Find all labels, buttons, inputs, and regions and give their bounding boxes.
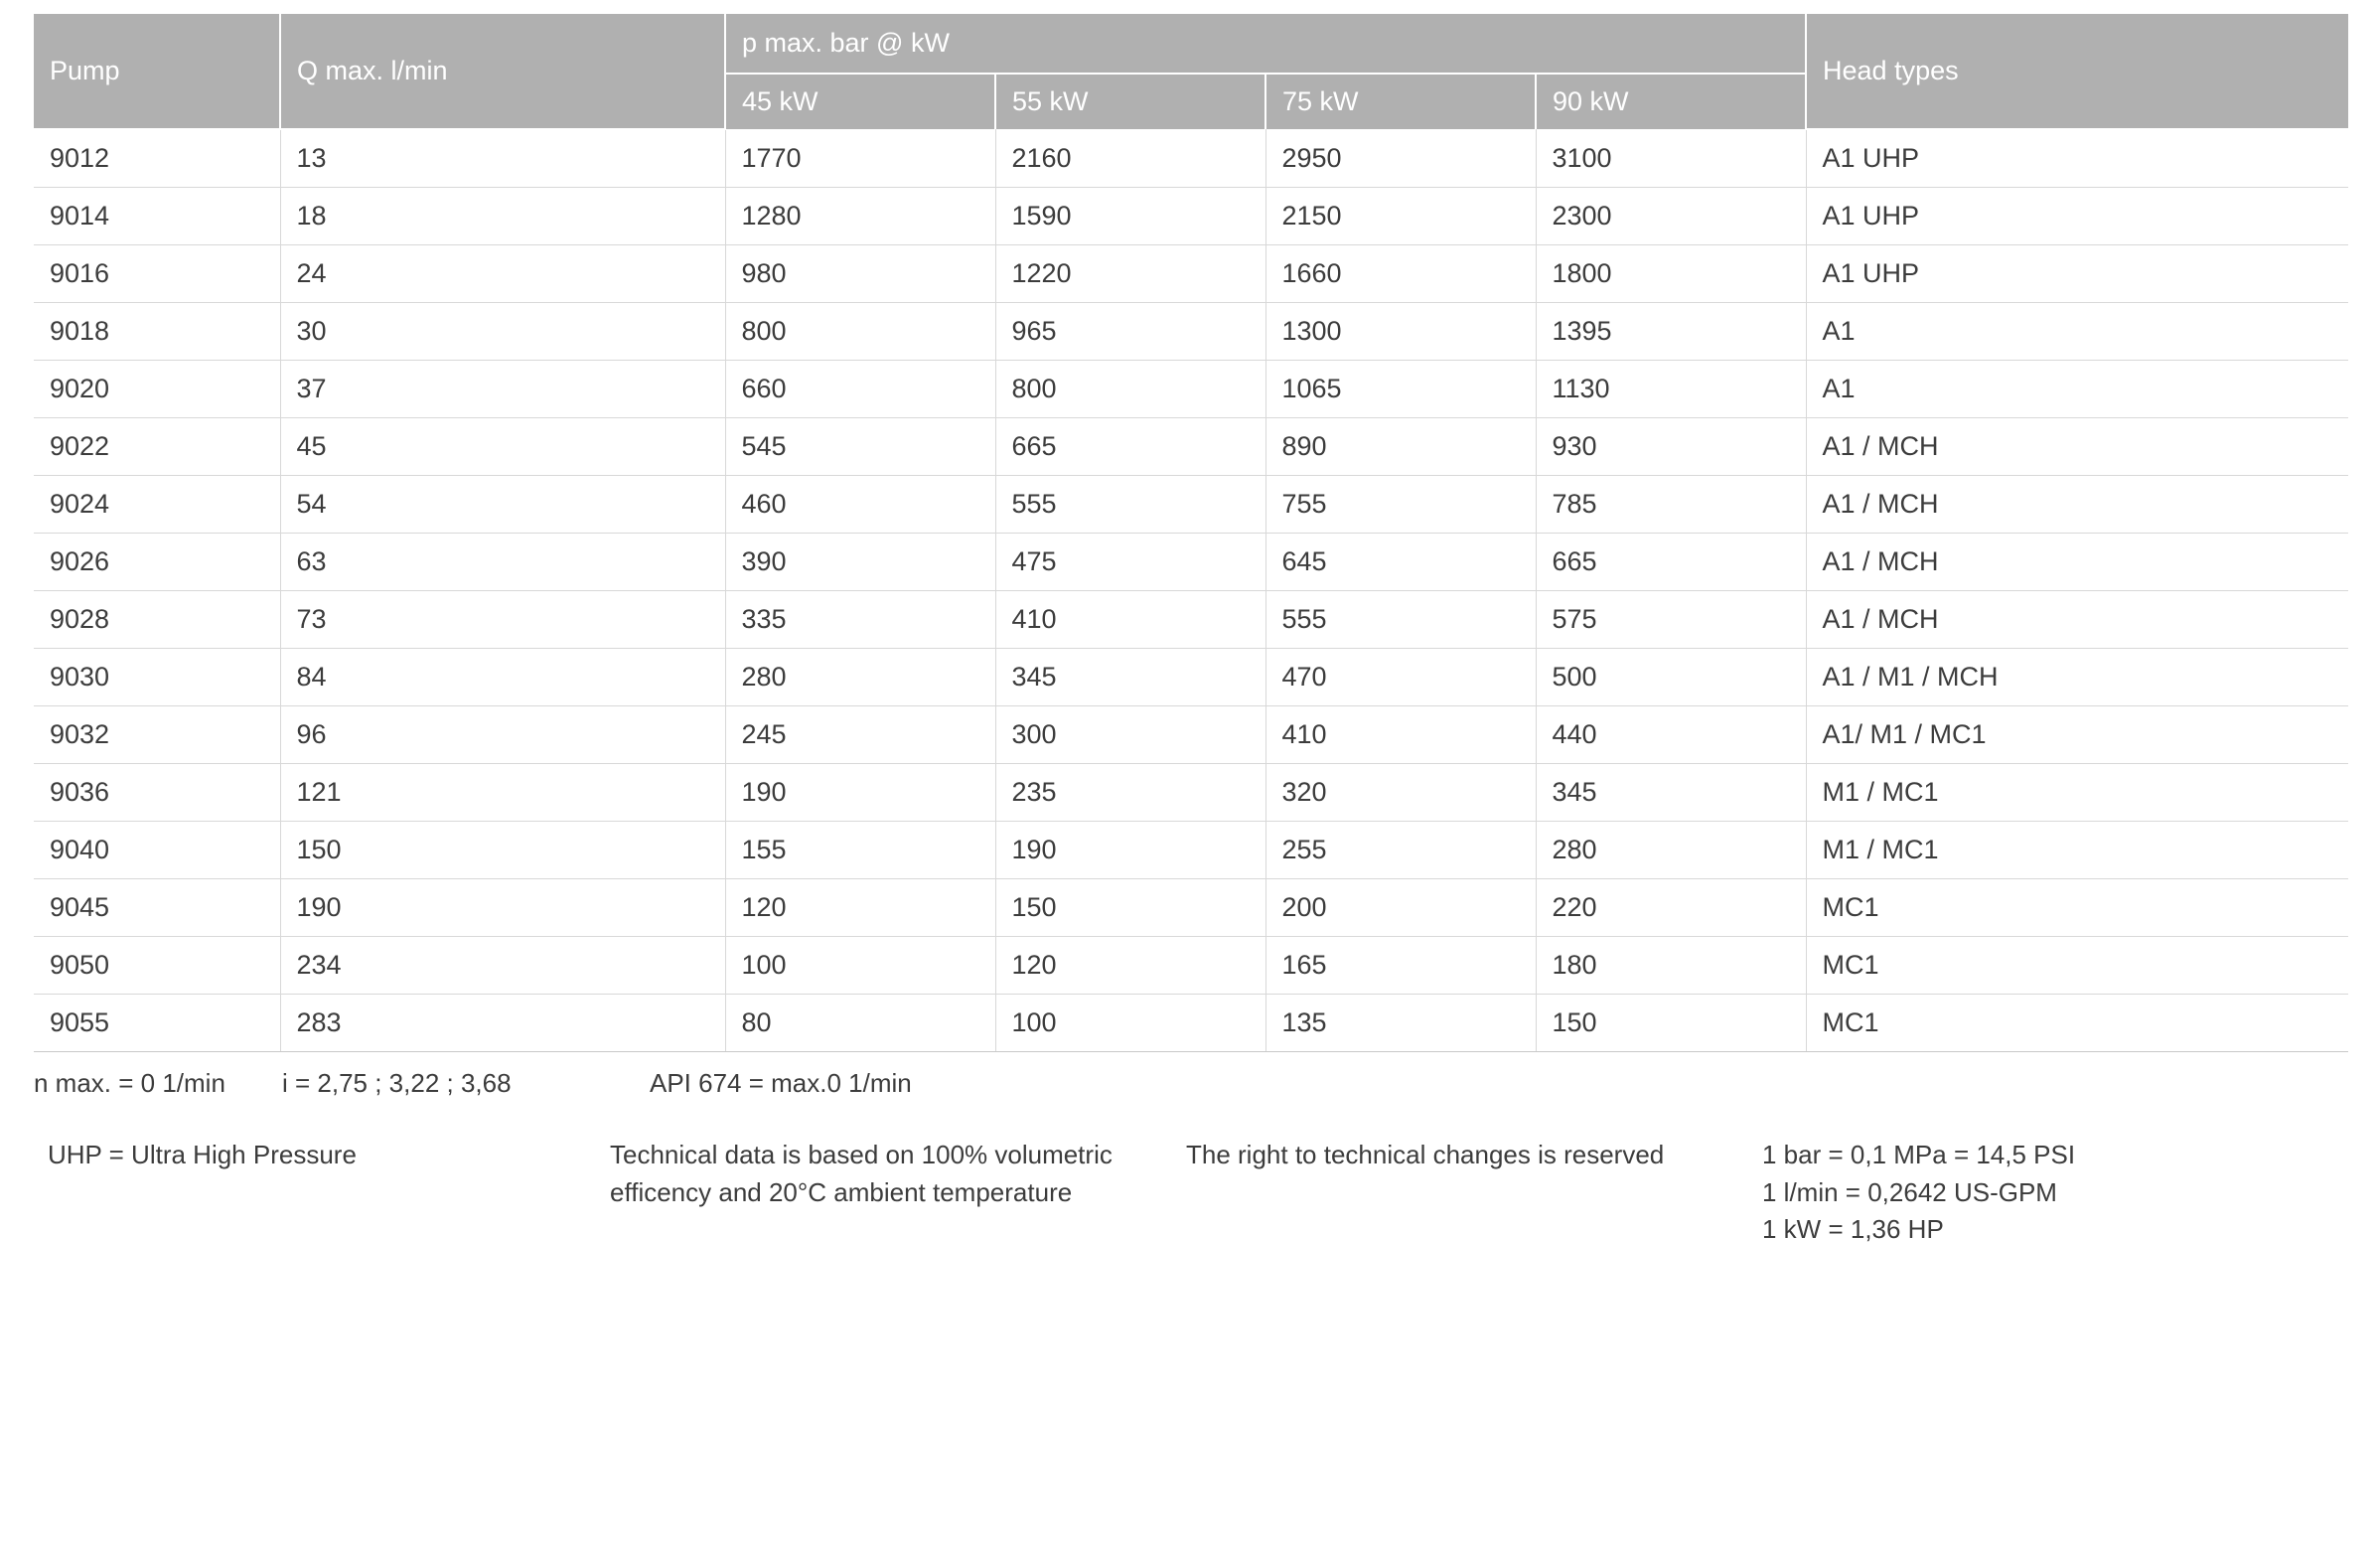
cell-p75: 165 xyxy=(1265,937,1536,995)
column-header-75kw: 75 kW xyxy=(1265,74,1536,129)
cell-p45: 190 xyxy=(725,764,995,822)
cell-head-type: M1 / MC1 xyxy=(1806,764,2348,822)
cell-pump: 9055 xyxy=(34,995,280,1052)
cell-p75: 1065 xyxy=(1265,361,1536,418)
table-row xyxy=(34,129,2348,188)
cell-p90: 1395 xyxy=(1536,303,1806,361)
column-header-pmax-group: p max. bar @ kW xyxy=(725,14,1806,74)
cell-qmax: 150 xyxy=(280,822,725,879)
cell-qmax: 13 xyxy=(280,129,725,188)
cell-pump: 9022 xyxy=(34,418,280,476)
cell-p45: 120 xyxy=(725,879,995,937)
footnote-api: API 674 = max.0 1/min xyxy=(650,1068,912,1098)
cell-head-type: A1 UHP xyxy=(1806,129,2348,188)
cell-pump: 9050 xyxy=(34,937,280,995)
cell-p75: 555 xyxy=(1265,591,1536,649)
cell-p55: 345 xyxy=(995,649,1265,706)
cell-pump: 9028 xyxy=(34,591,280,649)
column-header-head-types: Head types xyxy=(1806,14,2348,129)
cell-p75: 1300 xyxy=(1265,303,1536,361)
footnote-nmax: n max. = 0 1/min xyxy=(34,1068,225,1098)
cell-p90: 500 xyxy=(1536,649,1806,706)
column-header-55kw: 55 kW xyxy=(995,74,1265,129)
cell-p45: 80 xyxy=(725,995,995,1052)
cell-pump: 9014 xyxy=(34,188,280,245)
cell-pump: 9040 xyxy=(34,822,280,879)
cell-p90: 280 xyxy=(1536,822,1806,879)
footnote-conversion-bar: 1 bar = 0,1 MPa = 14,5 PSI xyxy=(1762,1140,2076,1169)
cell-head-type: A1/ M1 / MC1 xyxy=(1806,706,2348,764)
table-row xyxy=(34,591,2348,649)
cell-qmax: 73 xyxy=(280,591,725,649)
cell-p75: 255 xyxy=(1265,822,1536,879)
table-row xyxy=(34,245,2348,303)
table-row xyxy=(34,534,2348,591)
cell-p45: 390 xyxy=(725,534,995,591)
cell-head-type: MC1 xyxy=(1806,879,2348,937)
footnotes xyxy=(34,1068,2346,1249)
cell-qmax: 234 xyxy=(280,937,725,995)
cell-p55: 120 xyxy=(995,937,1265,995)
cell-pump: 9032 xyxy=(34,706,280,764)
cell-pump: 9030 xyxy=(34,649,280,706)
footnote-conversion-power: 1 kW = 1,36 HP xyxy=(1762,1214,1944,1245)
cell-qmax: 45 xyxy=(280,418,725,476)
column-header-45kw: 45 kW xyxy=(725,74,995,129)
footnote-ratio: i = 2,75 ; 3,22 ; 3,68 xyxy=(282,1068,512,1098)
footnote-technical: Technical data is based on 100% volumetric efficency and 20°C ambient temperature xyxy=(610,1140,1113,1207)
cell-head-type: A1 xyxy=(1806,361,2348,418)
cell-p75: 410 xyxy=(1265,706,1536,764)
cell-pump: 9020 xyxy=(34,361,280,418)
cell-qmax: 96 xyxy=(280,706,725,764)
cell-pump: 9045 xyxy=(34,879,280,937)
cell-p75: 645 xyxy=(1265,534,1536,591)
cell-head-type: MC1 xyxy=(1806,937,2348,995)
cell-pump: 9024 xyxy=(34,476,280,534)
cell-pump: 9012 xyxy=(34,129,280,188)
cell-p45: 280 xyxy=(725,649,995,706)
table-row xyxy=(34,764,2348,822)
table-row xyxy=(34,995,2348,1052)
cell-qmax: 24 xyxy=(280,245,725,303)
footnote-conversions xyxy=(1762,1137,2279,1249)
cell-p90: 1130 xyxy=(1536,361,1806,418)
cell-p45: 545 xyxy=(725,418,995,476)
table-row xyxy=(34,649,2348,706)
cell-p75: 200 xyxy=(1265,879,1536,937)
table-row xyxy=(34,879,2348,937)
cell-p90: 3100 xyxy=(1536,129,1806,188)
table-row xyxy=(34,937,2348,995)
cell-p90: 345 xyxy=(1536,764,1806,822)
cell-qmax: 84 xyxy=(280,649,725,706)
cell-p90: 2300 xyxy=(1536,188,1806,245)
cell-p45: 155 xyxy=(725,822,995,879)
cell-p75: 755 xyxy=(1265,476,1536,534)
cell-p55: 1220 xyxy=(995,245,1265,303)
cell-head-type: A1 UHP xyxy=(1806,188,2348,245)
table-row xyxy=(34,822,2348,879)
cell-head-type: A1 / MCH xyxy=(1806,476,2348,534)
footnote-uhp: UHP = Ultra High Pressure xyxy=(48,1140,357,1169)
cell-p45: 1280 xyxy=(725,188,995,245)
cell-p90: 1800 xyxy=(1536,245,1806,303)
cell-head-type: A1 / MCH xyxy=(1806,534,2348,591)
cell-p75: 1660 xyxy=(1265,245,1536,303)
column-header-qmax: Q max. l/min xyxy=(280,14,725,129)
cell-p90: 220 xyxy=(1536,879,1806,937)
cell-qmax: 283 xyxy=(280,995,725,1052)
cell-pump: 9036 xyxy=(34,764,280,822)
cell-p90: 930 xyxy=(1536,418,1806,476)
cell-pump: 9018 xyxy=(34,303,280,361)
cell-p55: 800 xyxy=(995,361,1265,418)
table-row xyxy=(34,476,2348,534)
cell-p55: 190 xyxy=(995,822,1265,879)
cell-p75: 135 xyxy=(1265,995,1536,1052)
cell-p90: 575 xyxy=(1536,591,1806,649)
table-row xyxy=(34,418,2348,476)
footnote-line-primary xyxy=(34,1068,2346,1099)
pump-specification-table xyxy=(34,14,2348,1052)
cell-qmax: 54 xyxy=(280,476,725,534)
cell-p45: 1770 xyxy=(725,129,995,188)
cell-p75: 2950 xyxy=(1265,129,1536,188)
cell-qmax: 30 xyxy=(280,303,725,361)
table-body xyxy=(34,129,2348,1052)
cell-qmax: 18 xyxy=(280,188,725,245)
footnote-rights: The right to technical changes is reserved xyxy=(1186,1140,1665,1169)
cell-p75: 890 xyxy=(1265,418,1536,476)
cell-qmax: 37 xyxy=(280,361,725,418)
cell-head-type: M1 / MC1 xyxy=(1806,822,2348,879)
cell-pump: 9016 xyxy=(34,245,280,303)
header-row-primary xyxy=(34,14,2348,74)
column-header-pump: Pump xyxy=(34,14,280,129)
table-row xyxy=(34,361,2348,418)
cell-head-type: A1 / M1 / MCH xyxy=(1806,649,2348,706)
footnote-columns xyxy=(34,1137,2346,1249)
cell-p55: 2160 xyxy=(995,129,1265,188)
cell-qmax: 63 xyxy=(280,534,725,591)
cell-qmax: 190 xyxy=(280,879,725,937)
cell-p90: 180 xyxy=(1536,937,1806,995)
cell-qmax: 121 xyxy=(280,764,725,822)
cell-p45: 980 xyxy=(725,245,995,303)
cell-p75: 2150 xyxy=(1265,188,1536,245)
cell-p55: 100 xyxy=(995,995,1265,1052)
cell-head-type: MC1 xyxy=(1806,995,2348,1052)
cell-p45: 660 xyxy=(725,361,995,418)
table-header xyxy=(34,14,2348,129)
cell-head-type: A1 / MCH xyxy=(1806,591,2348,649)
cell-p90: 785 xyxy=(1536,476,1806,534)
cell-p55: 300 xyxy=(995,706,1265,764)
cell-p90: 440 xyxy=(1536,706,1806,764)
cell-p55: 965 xyxy=(995,303,1265,361)
cell-head-type: A1 xyxy=(1806,303,2348,361)
footnote-conversion-flow: 1 l/min = 0,2642 US-GPM xyxy=(1762,1176,2057,1207)
cell-p75: 470 xyxy=(1265,649,1536,706)
cell-p55: 235 xyxy=(995,764,1265,822)
cell-pump: 9026 xyxy=(34,534,280,591)
table-row xyxy=(34,303,2348,361)
cell-p45: 245 xyxy=(725,706,995,764)
table-row xyxy=(34,188,2348,245)
cell-p90: 150 xyxy=(1536,995,1806,1052)
cell-p45: 460 xyxy=(725,476,995,534)
cell-p55: 150 xyxy=(995,879,1265,937)
cell-p90: 665 xyxy=(1536,534,1806,591)
cell-p75: 320 xyxy=(1265,764,1536,822)
cell-head-type: A1 UHP xyxy=(1806,245,2348,303)
cell-head-type: A1 / MCH xyxy=(1806,418,2348,476)
cell-p55: 1590 xyxy=(995,188,1265,245)
cell-p45: 335 xyxy=(725,591,995,649)
cell-p45: 100 xyxy=(725,937,995,995)
cell-p55: 475 xyxy=(995,534,1265,591)
cell-p55: 555 xyxy=(995,476,1265,534)
cell-p55: 665 xyxy=(995,418,1265,476)
table-row xyxy=(34,706,2348,764)
cell-p45: 800 xyxy=(725,303,995,361)
column-header-90kw: 90 kW xyxy=(1536,74,1806,129)
cell-p55: 410 xyxy=(995,591,1265,649)
